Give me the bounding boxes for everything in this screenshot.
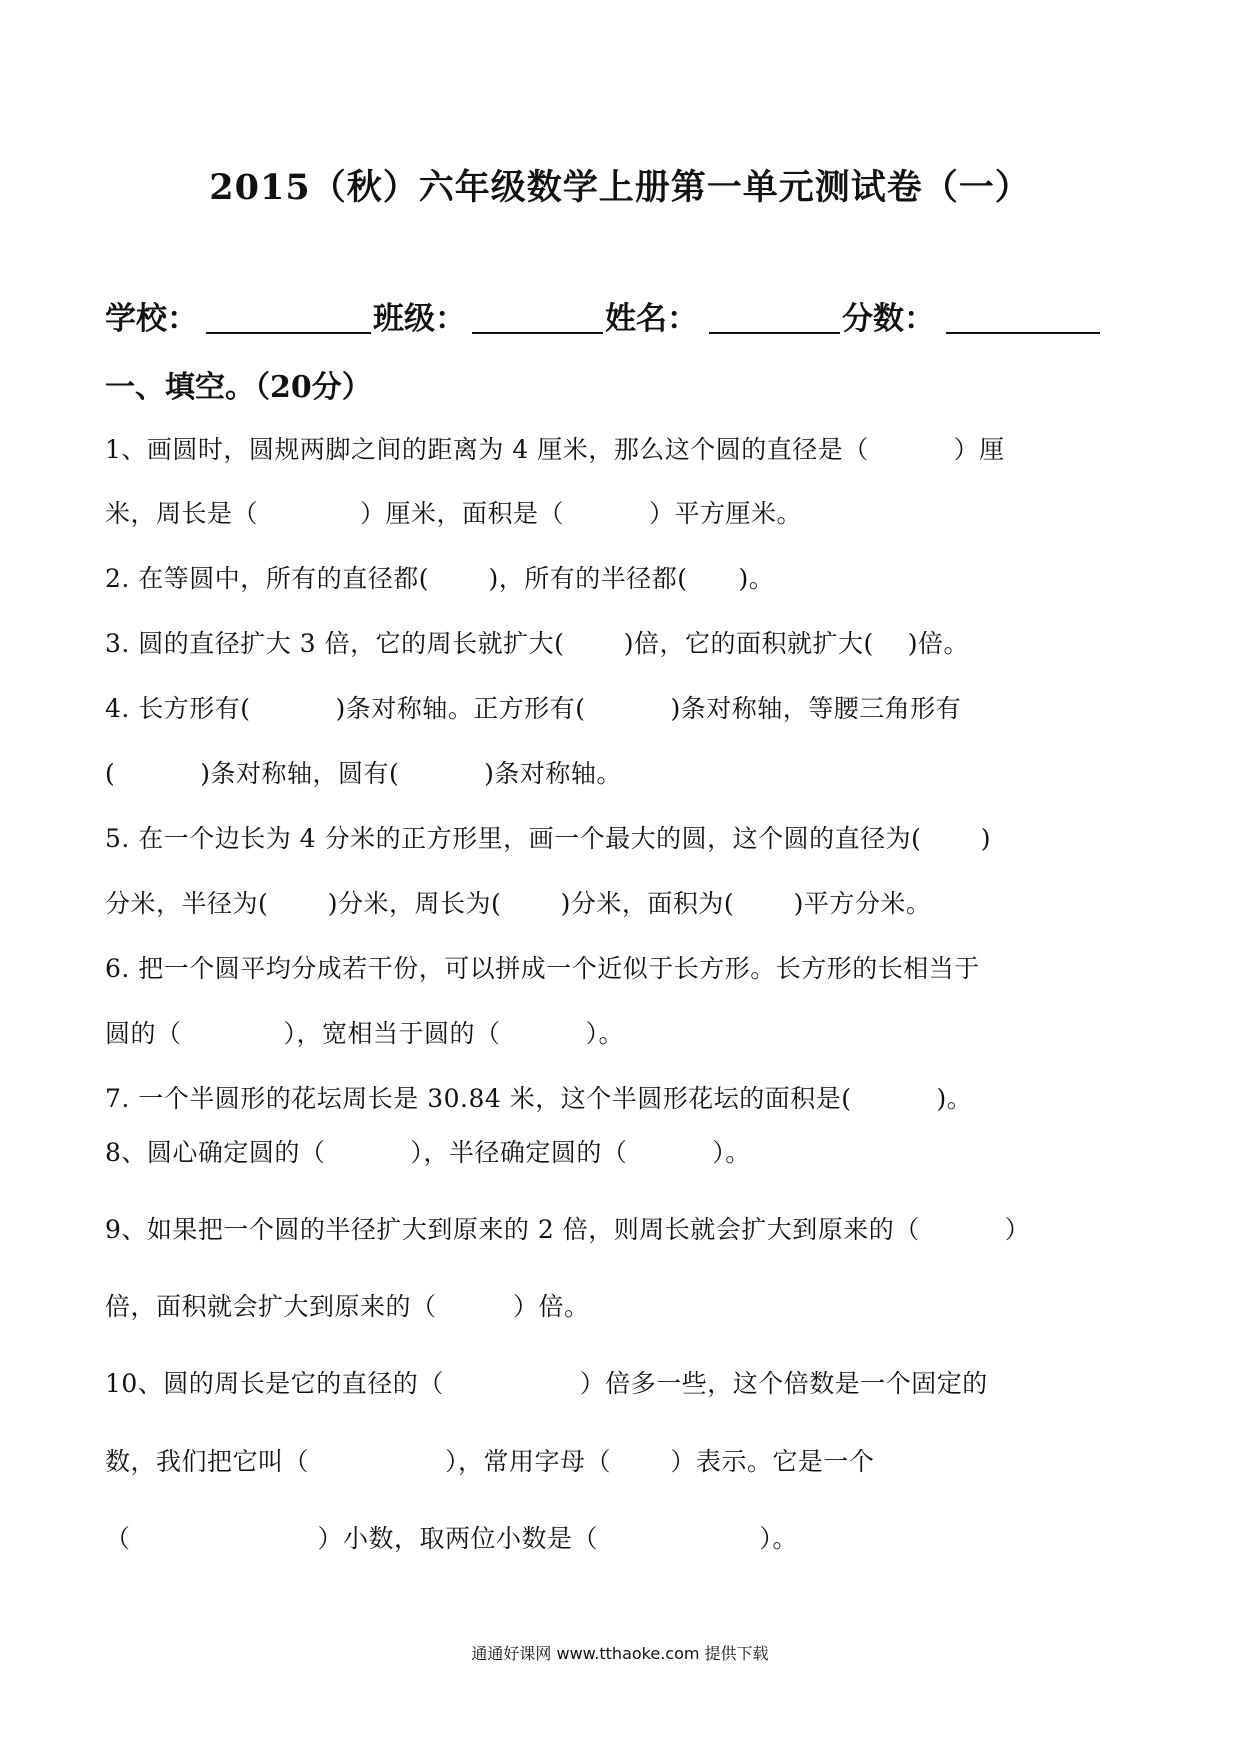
- school-label: 学校：: [105, 301, 198, 337]
- question-line: 8、圆心确定圆的（ ），半径确定圆的（ ）。: [105, 1138, 751, 1167]
- question-line: 3. 圆的直径扩大 3 倍，它的周长就扩大( )倍，它的面积就扩大( )倍。: [105, 629, 970, 658]
- question-line: 5. 在一个边长为 4 分米的正方形里，画一个最大的圆，这个圆的直径为( ): [105, 824, 992, 853]
- name-label: 姓名：: [605, 301, 698, 337]
- question-line: 米，周长是（ ）厘米，面积是（ ）平方厘米。: [105, 499, 802, 528]
- question-line: 分米，半径为( )分米，周长为( )分米，面积为( )平方分米。: [105, 889, 932, 918]
- student-info-row: [105, 293, 1105, 343]
- question-line: 10、圆的周长是它的直径的（ ）倍多一些，这个倍数是一个固定的: [105, 1369, 988, 1398]
- section-heading: 一、填空。（20分）: [105, 370, 372, 405]
- school-blank: [206, 332, 371, 334]
- question-line: 圆的（ ），宽相当于圆的（ ）。: [105, 1019, 624, 1048]
- score-blank: [946, 332, 1100, 334]
- question-line: （ ）小数，取两位小数是（ ）。: [105, 1524, 798, 1553]
- class-label: 班级：: [373, 301, 466, 337]
- name-blank: [709, 332, 840, 334]
- question-line: 9、如果把一个圆的半径扩大到原来的 2 倍，则周长就会扩大到原来的（ ）: [105, 1215, 1031, 1244]
- question-line: 1、画圆时，圆规两脚之间的距离为 4 厘米，那么这个圆的直径是（ ）厘: [105, 435, 1005, 464]
- question-line: 2. 在等圆中，所有的直径都( )，所有的半径都( )。: [105, 564, 775, 593]
- question-line: 倍，面积就会扩大到原来的（ ）倍。: [105, 1292, 590, 1321]
- footer-source: 通通好课网 www.tthaoke.com 提供下载: [471, 1644, 769, 1663]
- question-line: 数，我们把它叫（ ），常用字母（ ）表示。它是一个: [105, 1447, 875, 1476]
- class-blank: [472, 332, 603, 334]
- question-line: ( )条对称轴，圆有( )条对称轴。: [105, 759, 622, 788]
- question-line: 4. 长方形有( )条对称轴。正方形有( )条对称轴，等腰三角形有: [105, 694, 962, 723]
- question-line: 7. 一个半圆形的花坛周长是 30.84 米，这个半圆形花坛的面积是( )。: [105, 1084, 973, 1113]
- score-label: 分数：: [842, 301, 935, 337]
- page-title: 2015（秋）六年级数学上册第一单元测试卷（一）: [209, 167, 1031, 208]
- question-line: 6. 把一个圆平均分成若干份，可以拼成一个近似于长方形。长方形的长相当于: [105, 954, 980, 983]
